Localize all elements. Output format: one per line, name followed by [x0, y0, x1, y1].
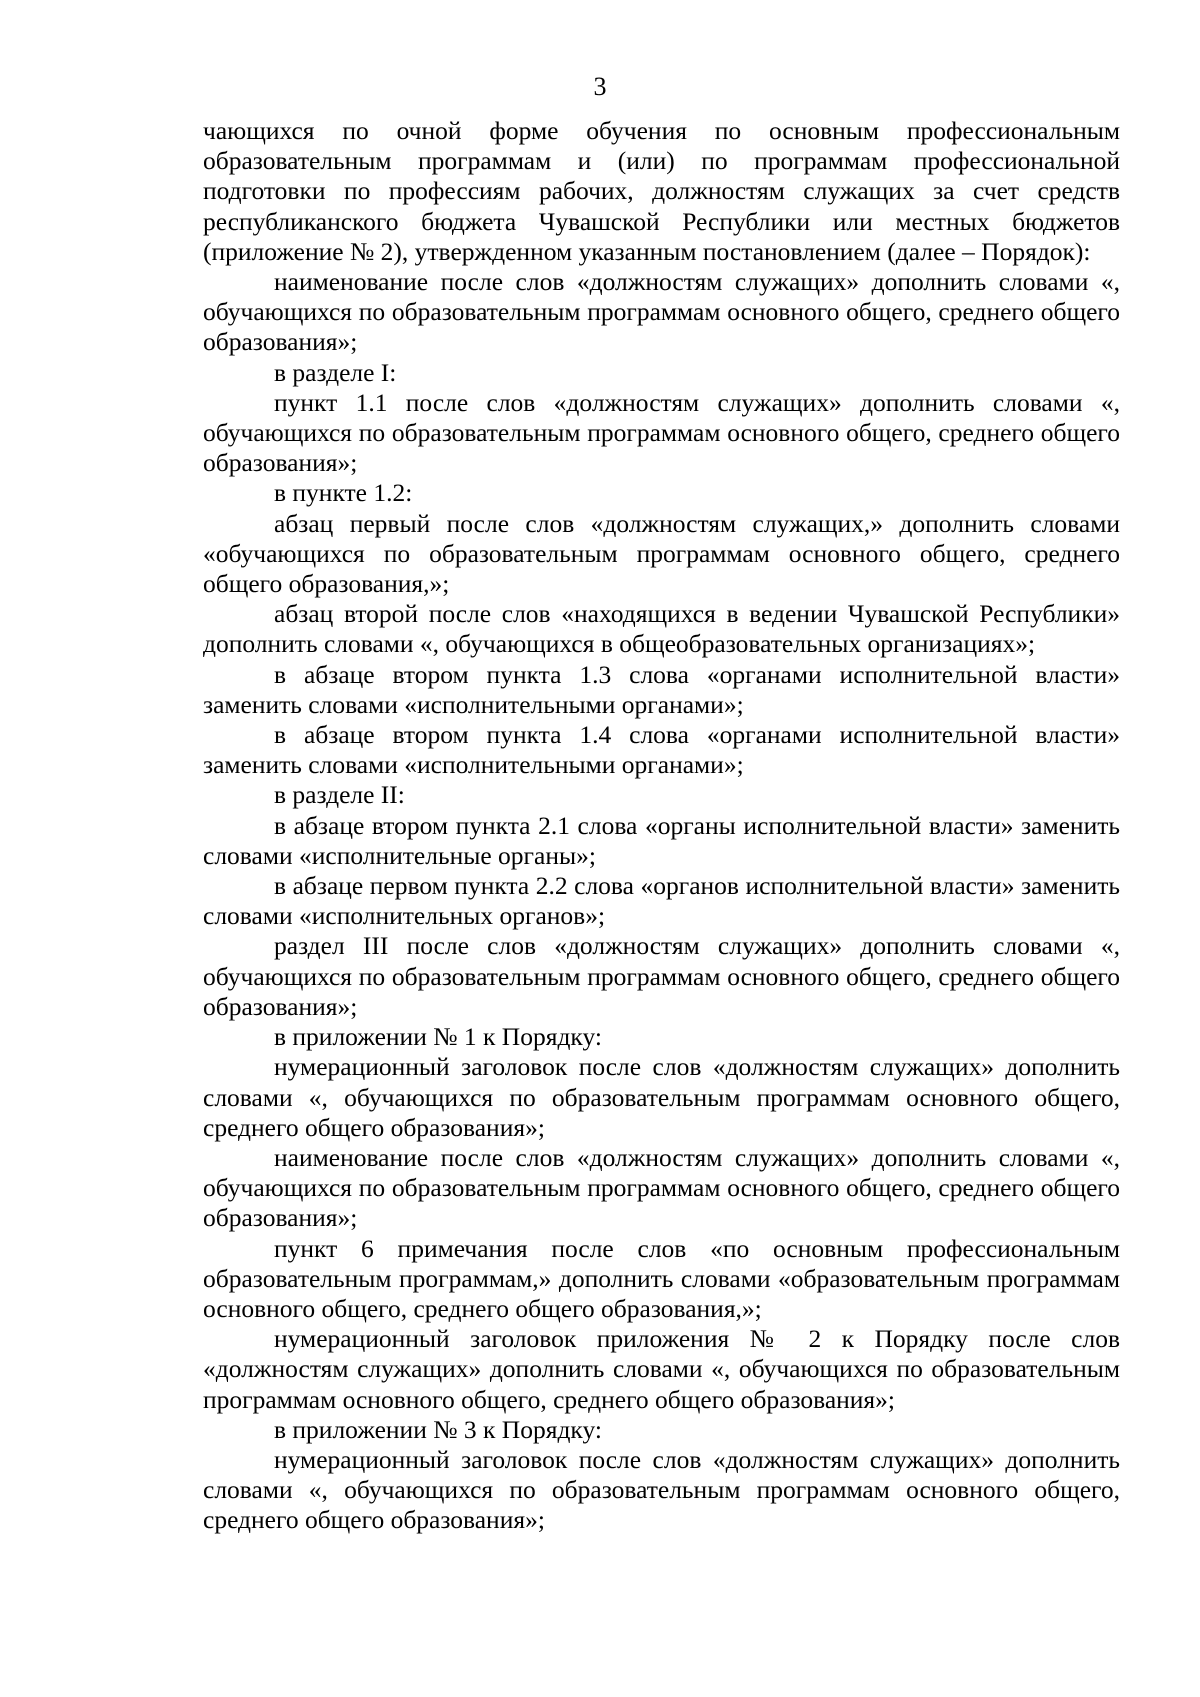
- paragraph: в абзаце втором пункта 1.4 слова «органами исполнительной власти» заменить словами «исполнительными органами»;: [203, 720, 1120, 780]
- paragraph: нумерационный заголовок после слов «должностям служащих» дополнить словами «, обучающихся по образовательным программам основного общего, среднего общего образования»;: [203, 1444, 1120, 1535]
- paragraph: чающихся по очной форме обучения по основным профессиональным образовательным программам и (или) по программам профессиональной подготовки по профессиям рабочих, должностям служащих за счет средств республиканского бюджета Чувашской Республики или местных бюджетов (приложение № 2), утвержденном указанным постановлением (далее – Порядок):: [203, 116, 1120, 266]
- paragraph: раздел III после слов «должностям служащих» дополнить словами «, обучающихся по образовательным программам основного общего, среднего общего образования»;: [203, 931, 1120, 1021]
- paragraph: пункт 6 примечания после слов «по основным профессиональным образовательным программам,» дополнить словами «образовательным программам основного общего, среднего общего образования,»;: [203, 1233, 1120, 1323]
- paragraph: в абзаце втором пункта 1.3 слова «органами исполнительной власти» заменить словами «исполнительными органами»;: [203, 659, 1120, 719]
- page-number: 3: [593, 72, 607, 101]
- paragraph: в разделе II:: [274, 780, 405, 810]
- paragraph: нумерационный заголовок после слов «должностям служащих» дополнить словами «, обучающихся по образовательным программам основного общего, среднего общего образования»;: [203, 1052, 1120, 1142]
- paragraph: пункт 1.1 после слов «должностям служащих» дополнить словами «, обучающихся по образовательным программам основного общего, среднего общего образования»;: [203, 387, 1120, 478]
- paragraph: нумерационный заголовок приложения № 2 к Порядку после слов «должностям служащих» дополнить словами «, обучающихся по образовательным программам основного общего, среднего общего образования»;: [203, 1324, 1120, 1414]
- paragraph: наименование после слов «должностям служащих» дополнить словами «, обучающихся по образовательным программам основного общего, среднего общего образования»;: [203, 267, 1120, 357]
- paragraph: в абзаце первом пункта 2.2 слова «органов исполнительной власти» заменить словами «исполнительных органов»;: [203, 871, 1120, 931]
- paragraph: в приложении № 1 к Порядку:: [274, 1022, 602, 1052]
- paragraph: в приложении № 3 к Порядку:: [274, 1414, 602, 1444]
- paragraph: в абзаце втором пункта 2.1 слова «органы исполнительной власти» заменить словами «исполнительные органы»;: [203, 810, 1120, 870]
- paragraph: в разделе I:: [274, 357, 397, 387]
- document-body: [203, 116, 1120, 1536]
- paragraph: абзац первый после слов «должностям служащих,» дополнить словами «обучающихся по образовательным программам основного общего, среднего общего образования,»;: [203, 508, 1120, 599]
- paragraph: абзац второй после слов «находящихся в ведении Чувашской Республики» дополнить словами «, обучающихся в общеобразовательных организациях»;: [203, 599, 1120, 659]
- paragraph: в пункте 1.2:: [274, 478, 413, 508]
- paragraph: наименование после слов «должностям служащих» дополнить словами «, обучающихся по образовательным программам основного общего, среднего общего образования»;: [203, 1142, 1120, 1233]
